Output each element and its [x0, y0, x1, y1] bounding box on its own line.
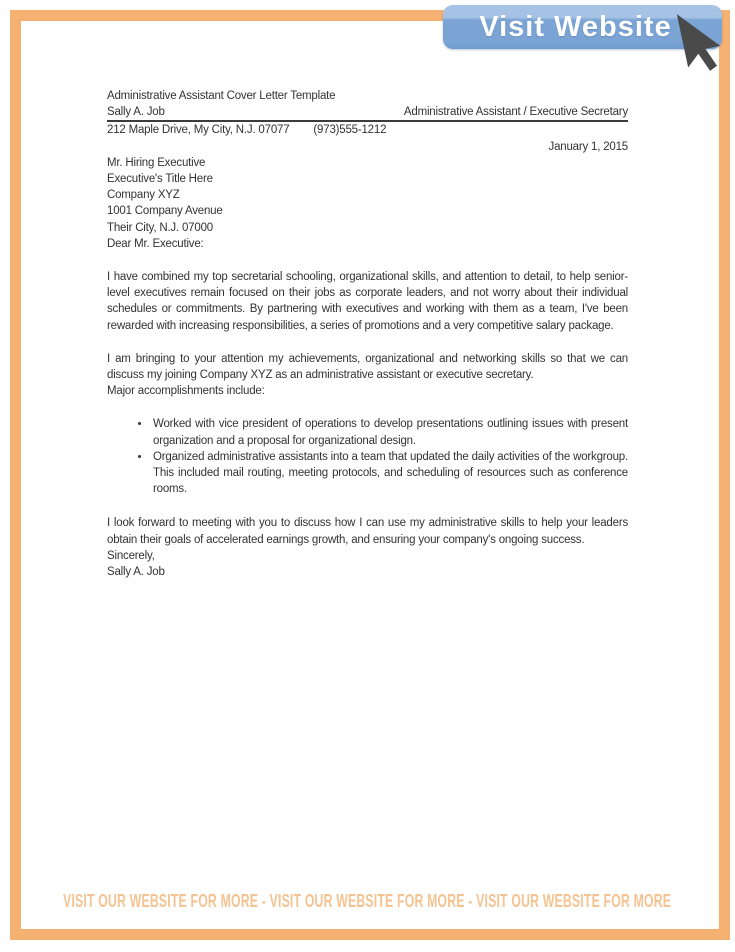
applicant-name: Sally A. Job: [107, 106, 165, 119]
recipient-line: Executive's Title Here: [107, 173, 213, 186]
body-paragraph: I have combined my top secretarial schooling, organizational skills, and attention to detail, to help senior-level executives remain focused on their jobs as corporate leaders, and not worry about their individual schedules or commitments. By partnering with executives and working with them as a team, I've been rewarded with increasing responsibilities, a series of promotions and a very competitive salary package.: [107, 271, 628, 332]
accomplishments-intro: Major accomplishments include:: [107, 385, 265, 398]
letter-header: [107, 104, 628, 122]
letter-date: January 1, 2015: [548, 140, 628, 153]
visit-website-label: Visit Website: [479, 10, 672, 43]
recipient-line: Mr. Hiring Executive: [107, 156, 206, 169]
valediction: Sincerely,: [107, 549, 155, 562]
salutation: Dear Mr. Executive:: [107, 237, 204, 250]
list-item: • Organized administrative assistants into a team that updated the daily activities of the workgroup. This included mail routing, meeting protocols, and scheduling of resources such as conference rooms.: [151, 449, 628, 498]
footer-banner-text: VISIT OUR WEBSITE FOR MORE - VISIT OUR WEBSITE FOR MORE - VISIT OUR WEBSITE FOR MORE: [63, 890, 672, 911]
document-title: Administrative Assistant Cover Letter Template: [107, 90, 336, 102]
contact-line: [107, 122, 628, 138]
cover-letter-document: [107, 88, 628, 580]
recipient-line: 1001 Company Avenue: [107, 205, 223, 218]
list-item: • Worked with vice president of operations to develop presentations outlining issues with present organization and a proposal for organizational design.: [151, 416, 628, 448]
recipient-block: [107, 155, 628, 236]
accomplishments-list: [107, 416, 628, 497]
signature-name: Sally A. Job: [107, 566, 165, 579]
applicant-address: 212 Maple Drive, My City, N.J. 07077: [107, 124, 290, 137]
footer-banner: [0, 887, 735, 915]
applicant-phone: (973)555-1212: [313, 124, 387, 137]
applicant-role: Administrative Assistant / Executive Secretary: [403, 106, 628, 119]
body-paragraph: I look forward to meeting with you to discuss how I can use my administrative skills to help your leaders obtain their goals of accelerated earnings growth, and ensuring your company's ongoing success.: [107, 517, 628, 546]
recipient-line: Company XYZ: [107, 189, 180, 202]
body-paragraph: I am bringing to your attention my achievements, organizational and networking skills so that we can discuss my joining Company XYZ as an administrative assistant or executive secretary.: [107, 352, 628, 382]
recipient-line: Their City, N.J. 07000: [107, 221, 213, 234]
